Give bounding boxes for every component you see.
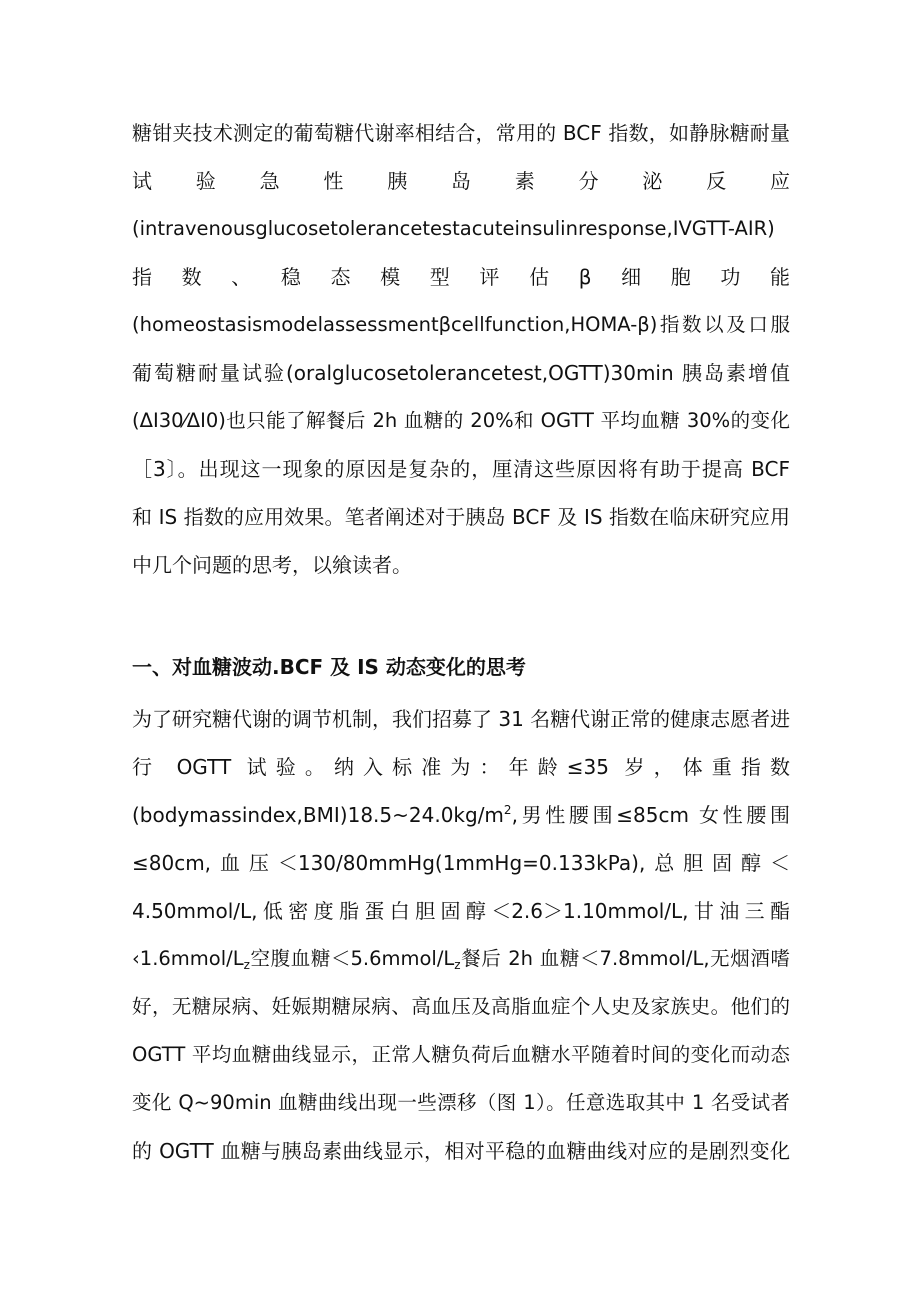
waist-text: ,男性腰围≤85cm 女性腰围 <box>511 803 790 827</box>
pp-text: 餐后 2h 血糖＜7.8mmol/L,无烟酒嗜 <box>460 947 790 970</box>
superscript: 2 <box>503 803 512 817</box>
section-heading: 一、对血糖波动.BCF 及 IS 动态变化的思考 <box>132 655 526 679</box>
section-line-8: OGTT 平均血糖曲线显示，正常人糖负荷后血糖水平随着时间的变化而动态 <box>132 1043 790 1066</box>
paragraph-line-10: 中几个问题的思考，以飨读者。 <box>132 553 412 577</box>
section-line-5: 4.50mmol/L,低密度脂蛋白胆固醇＜2.6＞1.10mmol/L,甘油三酯 <box>132 899 790 923</box>
paragraph-line-3: (intravenousglucosetolerancetestacuteinsulinresponse,IVGTT-AIR) <box>132 217 775 240</box>
section-line-1: 为了研究糖代谢的调节机制，我们招募了 31 名糖代谢正常的健康志愿者进 <box>132 707 791 731</box>
paragraph-line-2: 试验急性胰岛素分泌反应 <box>132 169 790 193</box>
section-line-6 <box>132 944 790 974</box>
fpg-text: 空腹血糖＜5.6mmol/L <box>249 947 455 970</box>
paragraph-line-7: (ΔI30⁄ΔI0)也只能了解餐后 2h 血糖的 20%和 OGTT 平均血糖 30%的变化 <box>132 409 790 432</box>
paragraph-line-1: 糖钳夹技术测定的葡萄糖代谢率相结合，常用的 BCF 指数，如静脉糖耐量 <box>132 121 790 145</box>
paragraph-line-5: (homeostasismodelassessmentβcellfunction,HOMA-β)指数以及口服 <box>132 313 790 336</box>
subscript: z <box>454 958 461 972</box>
section-line-7: 好，无糖尿病、妊娠期糖尿病、高血压及高脂血症个人史及家族史。他们的 <box>132 995 790 1018</box>
section-line-4: ≤80cm,血压＜130/80mmHg(1mmHg=0.133kPa),总胆固醇＜ <box>132 851 790 875</box>
section-line-2: 行 OGTT 试验。纳入标准为：年龄≤35 岁，体重指数 <box>132 755 790 779</box>
paragraph-line-6: 葡萄糖耐量试验(oralglucosetolerancetest,OGTT)30min 胰岛素增值 <box>132 361 790 385</box>
paragraph-line-8: ［3〕。出现这一现象的原因是复杂的，厘清这些原因将有助于提高 BCF <box>132 457 790 481</box>
subscript: z <box>243 958 250 972</box>
section-line-10: 的 OGTT 血糖与胰岛素曲线显示，相对平稳的血糖曲线对应的是剧烈变化 <box>132 1139 790 1163</box>
tg-text: ‹1.6mmol/L <box>132 947 244 970</box>
section-line-3 <box>132 800 790 830</box>
paragraph-line-4: 指数、稳态模型评估β细胞功能 <box>132 265 790 289</box>
section-line-9: 变化 Q~90min 血糖曲线出现一些漂移（图 1）。任意选取其中 1 名受试者 <box>132 1091 790 1114</box>
bmi-text: (bodymassindex,BMI)18.5~24.0kg/m <box>132 803 504 827</box>
paragraph-line-9: 和 IS 指数的应用效果。笔者阐述对于胰岛 BCF 及 IS 指数在临床研究应用 <box>132 505 790 529</box>
